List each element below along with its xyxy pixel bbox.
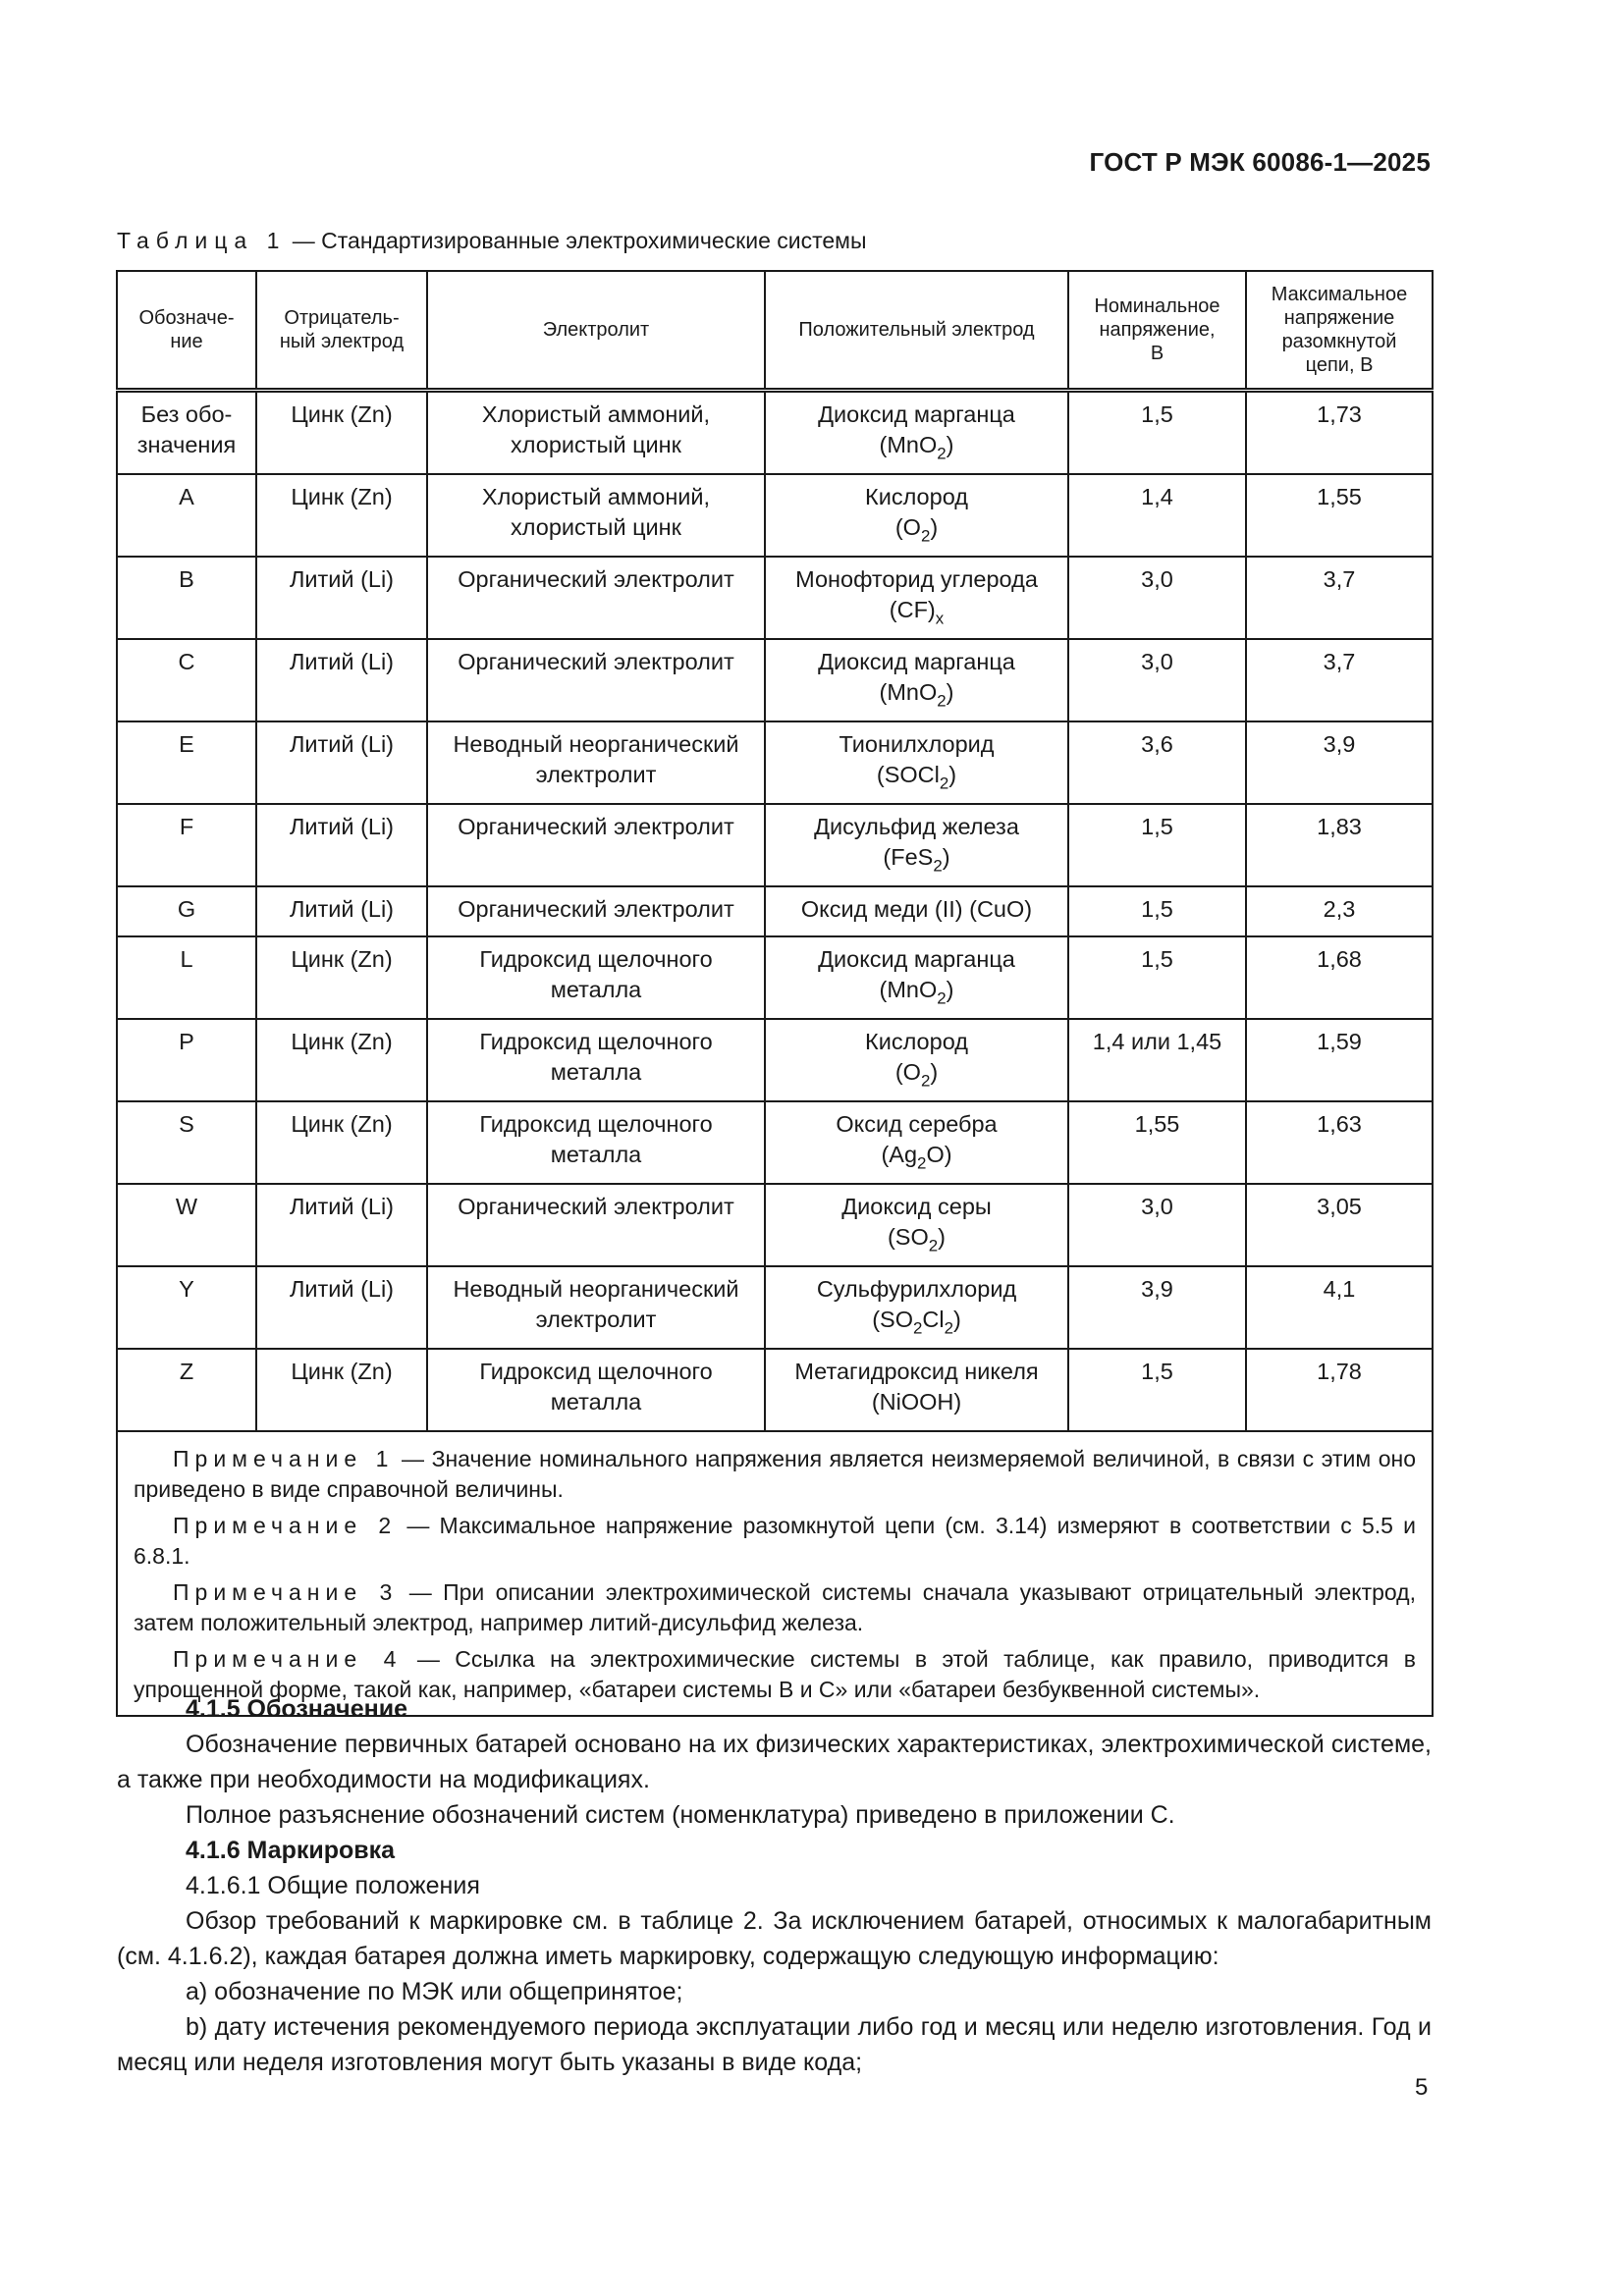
cell-positive: Тионилхлорид (SOCl$_2$) [765, 721, 1068, 804]
table-note [134, 1444, 1416, 1505]
cell-positive: Оксид серебра $(Ag_2O)$ [765, 1101, 1068, 1184]
cell-nominal: 1,4 или 1,45 [1068, 1019, 1246, 1101]
cell-negative: Литий (Li) [256, 639, 427, 721]
cell-designation: F [117, 804, 256, 886]
cell-positive: Диоксид марганца (MnO$_2$) [765, 936, 1068, 1019]
cell-max: 3,7 [1246, 557, 1433, 639]
body-paragraph: a) обозначение по МЭК или общепринятое; [186, 1978, 683, 2005]
cell-max: 3,7 [1246, 639, 1433, 721]
cell-nominal: 1,4 [1068, 474, 1246, 557]
cell-electrolyte: Неводный неорганический электролит [427, 721, 765, 804]
cell-max: 3,9 [1246, 721, 1433, 804]
cell-negative: Литий (Li) [256, 886, 427, 936]
cell-max: 4,1 [1246, 1266, 1433, 1349]
cell-nominal: 1,55 [1068, 1101, 1246, 1184]
cell-positive: Монофторид углерода $(CF)_x$ [765, 557, 1068, 639]
cell-designation: Z [117, 1349, 256, 1431]
cell-nominal: 1,5 [1068, 1349, 1246, 1431]
body-paragraph: b) дату истечения рекомендуемого периода эксплуатации либо год и месяц или неделю изготовления. Год и месяц или неделя изготовления могут быть указаны в виде кода; [117, 2013, 1432, 2076]
cell-electrolyte: Органический электролит [427, 804, 765, 886]
col-header-negative-electrode: Отрицатель- ный электрод [256, 271, 427, 391]
cell-positive: Дисульфид железа (FeS$_2$) [765, 804, 1068, 886]
cell-designation: P [117, 1019, 256, 1101]
cell-max: 1,55 [1246, 474, 1433, 557]
table-row [117, 1019, 1433, 1101]
table-row [117, 804, 1433, 886]
cell-designation: W [117, 1184, 256, 1266]
cell-electrolyte: Гидроксид щелочного металла [427, 1019, 765, 1101]
cell-negative: Литий (Li) [256, 804, 427, 886]
cell-positive: Кислород $(O_2)$ [765, 474, 1068, 557]
cell-electrolyte: Органический электролит [427, 557, 765, 639]
cell-designation: C [117, 639, 256, 721]
table-row [117, 1266, 1433, 1349]
table-header-row [117, 271, 1433, 391]
note-label: Примечание 2 [173, 1513, 398, 1538]
body-text [117, 1691, 1432, 2080]
table-notes-row [117, 1431, 1433, 1716]
cell-electrolyte: Гидроксид щелочного металла [427, 936, 765, 1019]
col-header-max-open-circuit-voltage: Максимальное напряжение разомкнутой цепи, В [1246, 271, 1433, 391]
cell-electrolyte: Хлористый аммоний, хлористый цинк [427, 474, 765, 557]
cell-designation: B [117, 557, 256, 639]
note-text: — Максимальное напряжение разомкнутой цепи (см. 3.14) измеряют в соответствии с 5.5 и 6.8.1. [134, 1513, 1416, 1569]
table-caption-label: Таблица 1 [117, 228, 287, 253]
cell-max: 1,73 [1246, 391, 1433, 475]
cell-max: 3,05 [1246, 1184, 1433, 1266]
cell-designation: S [117, 1101, 256, 1184]
cell-nominal: 3,0 [1068, 639, 1246, 721]
cell-positive: Сульфурилхлорид $(SO_2Cl_2)$ [765, 1266, 1068, 1349]
body-paragraph: Полное разъяснение обозначений систем (номенклатура) приведено в приложении С. [186, 1801, 1175, 1829]
table-caption-text: — Стандартизированные электрохимические системы [286, 228, 867, 253]
cell-max: 1,63 [1246, 1101, 1433, 1184]
cell-designation: E [117, 721, 256, 804]
cell-nominal: 3,9 [1068, 1266, 1246, 1349]
table-row [117, 886, 1433, 936]
cell-max: 1,83 [1246, 804, 1433, 886]
cell-designation: G [117, 886, 256, 936]
cell-nominal: 1,5 [1068, 936, 1246, 1019]
body-paragraph: Обозначение первичных батарей основано на их физических характеристиках, электрохимической системе, а также при необходимости на модификациях. [117, 1731, 1432, 1793]
col-header-positive-electrode: Положительный электрод [765, 271, 1068, 391]
note-text: — Ссылка на электрохимические системы в этой таблице, как правило, приводится в упрощенной форме, такой как, например, «батареи системы В и С» или «батареи безбуквенной системы». [134, 1646, 1416, 1702]
cell-negative: Цинк (Zn) [256, 1349, 427, 1431]
table-row [117, 1349, 1433, 1431]
cell-positive: Оксид меди (II) (CuO) [765, 886, 1068, 936]
cell-electrolyte: Хлористый аммоний, хлористый цинк [427, 391, 765, 475]
cell-electrolyte: Гидроксид щелочного металла [427, 1349, 765, 1431]
cell-nominal: 1,5 [1068, 886, 1246, 936]
cell-designation: L [117, 936, 256, 1019]
cell-electrolyte: Органический электролит [427, 1184, 765, 1266]
cell-negative: Цинк (Zn) [256, 391, 427, 475]
col-header-designation: Обозначе- ние [117, 271, 256, 391]
cell-designation: Y [117, 1266, 256, 1349]
cell-max: 1,59 [1246, 1019, 1433, 1101]
table-caption [117, 228, 867, 254]
cell-negative: Цинк (Zn) [256, 1101, 427, 1184]
note-text: — Значение номинального напряжения является неизмеряемой величиной, в связи с этим оно приведено в виде справочной величины. [134, 1446, 1416, 1502]
cell-nominal: 3,0 [1068, 557, 1246, 639]
section-heading: 4.1.5 Обозначение [186, 1695, 407, 1723]
table-row [117, 557, 1433, 639]
cell-positive: Диоксид марганца (MnO$_2$) [765, 639, 1068, 721]
page-number: 5 [1415, 2074, 1429, 2101]
cell-positive: Кислород $(O_2)$ [765, 1019, 1068, 1101]
body-paragraph: 4.1.6.1 Общие положения [186, 1872, 480, 1899]
note-text: — При описании электрохимической системы сначала указывают отрицательный электрод, затем положительный электрод, например литий-дисульфид железа. [134, 1579, 1416, 1635]
cell-negative: Цинк (Zn) [256, 1019, 427, 1101]
cell-nominal: 3,6 [1068, 721, 1246, 804]
cell-positive: Диоксид марганца (MnO$_2$) [765, 391, 1068, 475]
table-row [117, 936, 1433, 1019]
table-note [134, 1577, 1416, 1638]
table-row [117, 721, 1433, 804]
cell-electrolyte: Органический электролит [427, 886, 765, 936]
cell-electrolyte: Органический электролит [427, 639, 765, 721]
note-label: Примечание 4 [173, 1646, 403, 1672]
cell-max: 1,78 [1246, 1349, 1433, 1431]
cell-positive: Метагидроксид никеля (NiOOH) [765, 1349, 1068, 1431]
cell-negative: Литий (Li) [256, 1266, 427, 1349]
cell-designation: A [117, 474, 256, 557]
section-heading: 4.1.6 Маркировка [186, 1837, 396, 1864]
cell-nominal: 1,5 [1068, 804, 1246, 886]
table-notes [117, 1431, 1433, 1716]
table-note [134, 1511, 1416, 1572]
cell-negative: Литий (Li) [256, 557, 427, 639]
cell-nominal: 3,0 [1068, 1184, 1246, 1266]
table-row [117, 639, 1433, 721]
note-label: Примечание 1 [173, 1446, 395, 1471]
col-header-nominal-voltage: Номинальное напряжение, В [1068, 271, 1246, 391]
cell-positive: Диоксид серы $(SO_2)$ [765, 1184, 1068, 1266]
cell-electrolyte: Гидроксид щелочного металла [427, 1101, 765, 1184]
cell-max: 2,3 [1246, 886, 1433, 936]
cell-negative: Цинк (Zn) [256, 474, 427, 557]
cell-max: 1,68 [1246, 936, 1433, 1019]
document-header: ГОСТ Р МЭК 60086-1—2025 [1089, 147, 1431, 177]
table-row [117, 1184, 1433, 1266]
table-row [117, 474, 1433, 557]
table-row [117, 1101, 1433, 1184]
cell-negative: Цинк (Zn) [256, 936, 427, 1019]
electrochemical-systems-table [116, 270, 1434, 1717]
note-label: Примечание 3 [173, 1579, 399, 1605]
cell-nominal: 1,5 [1068, 391, 1246, 475]
cell-negative: Литий (Li) [256, 721, 427, 804]
cell-electrolyte: Неводный неорганический электролит [427, 1266, 765, 1349]
body-paragraph: Обзор требований к маркировке см. в таблице 2. За исключением батарей, относимых к малогабаритным (см. 4.1.6.2), каждая батарея должна иметь маркировку, содержащую следующую информацию: [117, 1907, 1432, 1970]
cell-negative: Литий (Li) [256, 1184, 427, 1266]
col-header-electrolyte: Электролит [427, 271, 765, 391]
table-row [117, 391, 1433, 475]
cell-designation: Без обо- значения [117, 391, 256, 475]
